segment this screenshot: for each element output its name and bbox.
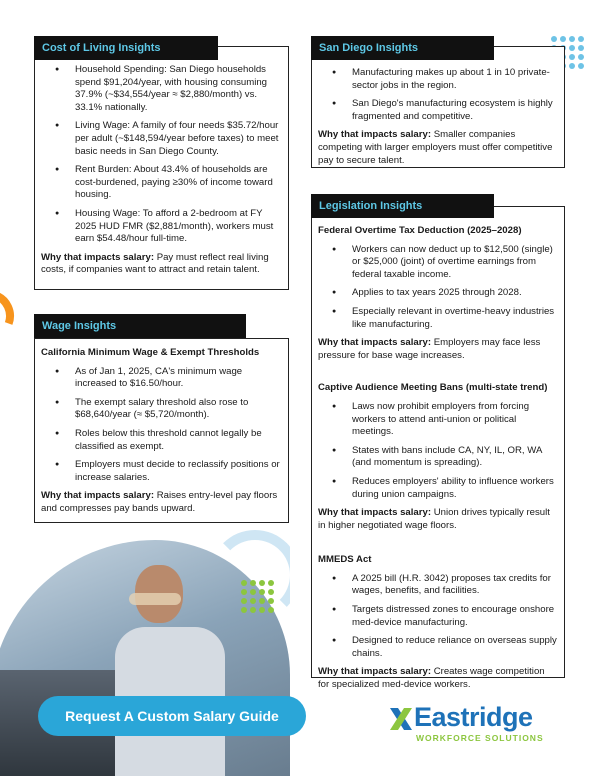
logo-name: Eastridge bbox=[414, 702, 533, 732]
list-item: ● The exempt salary threshold also rose to $68,640/year (≈ $5,720/month). bbox=[41, 397, 282, 422]
legislation-title: Legislation Insights bbox=[311, 194, 494, 218]
list-item: ● Living Wage: A family of four needs $35.72/hour per adult (~$148,594/year before taxes) to meet basic needs in San Diego County. bbox=[41, 120, 282, 158]
list-item: ● Household Spending: San Diego households spend $91,204/year, with housing consuming 37.9% (~$34,554/year ≈ $2,880/month) vs. 33.1% nationally. bbox=[41, 64, 282, 114]
why-impact: Why that impacts salary: Smaller companies competing with larger employers must offer competitive pay to secure talent. bbox=[318, 129, 553, 166]
list-item: ● Workers can now deduct up to $12,500 (single) or $25,000 (joint) of overtime earnings from federal taxable income. bbox=[318, 244, 558, 282]
eastridge-logo[interactable] bbox=[388, 704, 578, 744]
eastridge-x-icon bbox=[388, 706, 414, 732]
wage-insights-title: Wage Insights bbox=[34, 314, 246, 338]
list-item: ● Roles below this threshold cannot legally be classified as exempt. bbox=[41, 428, 282, 453]
list-item: ● As of Jan 1, 2025, CA's minimum wage increased to $16.50/hour. bbox=[41, 366, 282, 391]
wage-insights-card bbox=[34, 338, 289, 523]
decorative-dots-green bbox=[241, 580, 274, 613]
list-item: ● A 2025 bill (H.R. 3042) proposes tax credits for wages, benefits, and facilities. bbox=[318, 573, 558, 598]
worker-photo bbox=[0, 520, 290, 776]
list-item: ● Applies to tax years 2025 through 2028. bbox=[318, 287, 558, 300]
legislation-subhead: Captive Audience Meeting Bans (multi-state trend) bbox=[318, 382, 548, 394]
cost-of-living-card bbox=[34, 46, 289, 290]
list-item: ● Targets distressed zones to encourage onshore med-device manufacturing. bbox=[318, 604, 558, 629]
why-impact: Why that impacts salary: Pay must reflect real living costs, if companies want to attract and retain talent. bbox=[41, 251, 269, 276]
why-impact: Why that impacts salary: Raises entry-level pay floors and compresses pay bands upward. bbox=[41, 490, 278, 514]
list-item: ● Manufacturing makes up about 1 in 10 private-sector jobs in the region. bbox=[318, 67, 558, 92]
list-item: ● Designed to reduce reliance on overseas supply chains. bbox=[318, 635, 558, 660]
decorative-orange-arc bbox=[0, 283, 21, 350]
logo-tagline: WORKFORCE SOLUTIONS bbox=[416, 733, 544, 743]
wage-subhead: California Minimum Wage & Exempt Thresholds bbox=[41, 347, 260, 358]
request-salary-guide-button[interactable]: Request A Custom Salary Guide bbox=[38, 696, 306, 736]
list-item: ● Rent Burden: About 43.4% of households are cost-burdened, paying ≥30% of income toward housing. bbox=[41, 164, 282, 202]
why-impact: Why that impacts salary: Employers may face less pressure for base wage increases. bbox=[318, 337, 541, 361]
list-item: ● San Diego's manufacturing ecosystem is highly fragmented and competitive. bbox=[318, 98, 558, 123]
list-item: ● Especially relevant in overtime-heavy industries like manufacturing. bbox=[318, 306, 558, 331]
list-item: ● Housing Wage: To afford a 2-bedroom at FY 2025 HUD FMR ($2,881/month), workers must earn $54.48/hour full-time. bbox=[41, 208, 282, 246]
legislation-subhead: MMEDS Act bbox=[318, 554, 372, 566]
san-diego-card bbox=[311, 46, 565, 168]
legislation-card bbox=[311, 206, 565, 691]
list-item: ● States with bans include CA, NY, IL, OR, WA (and momentum is spreading). bbox=[318, 445, 558, 470]
list-item: ● Employers must decide to reclassify positions or increase salaries. bbox=[41, 459, 282, 484]
san-diego-title: San Diego Insights bbox=[311, 36, 494, 60]
legislation-subhead: Federal Overtime Tax Deduction (2025–2028) bbox=[318, 225, 522, 236]
list-item: ● Laws now prohibit employers from forcing workers to attend anti-union or political meetings. bbox=[318, 401, 558, 439]
why-impact: Why that impacts salary: Union drives typically result in higher negotiated wage floors. bbox=[318, 507, 550, 531]
why-impact: Why that impacts salary: Creates wage competition for specialized med-device workers. bbox=[318, 666, 545, 691]
list-item: ● Reduces employers' ability to influence workers during union campaigns. bbox=[318, 476, 558, 501]
cost-of-living-title: Cost of Living Insights bbox=[34, 36, 218, 60]
